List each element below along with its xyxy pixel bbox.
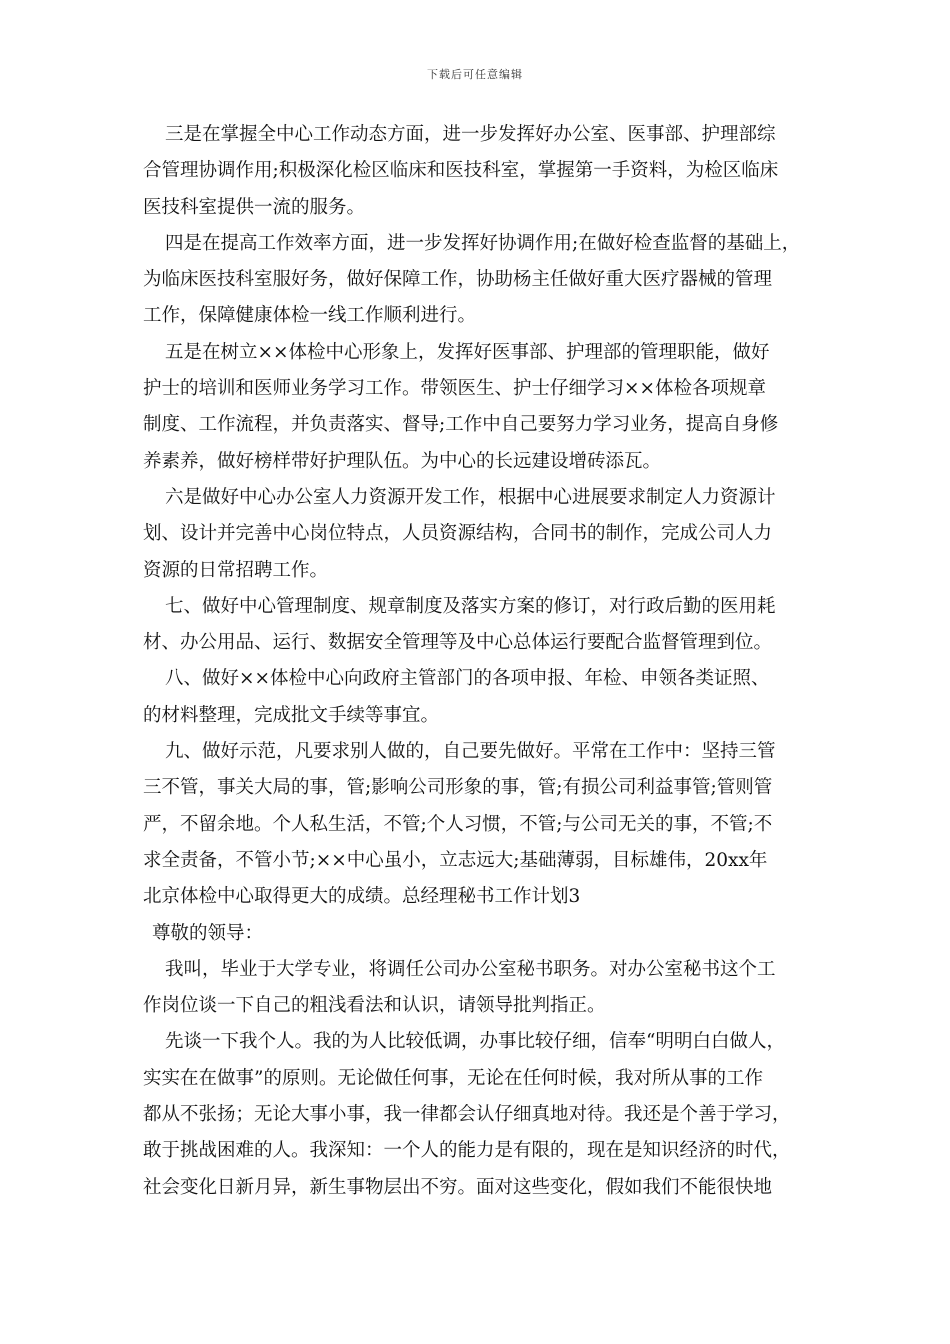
text-line: 养素养，做好榜样带好护理队伍。为中心的长远建设增砖添瓦。 bbox=[143, 450, 662, 472]
text-line: 社会变化日新月异，新生事物层出不穷。面对这些变化，假如我们不能很快地 bbox=[143, 1176, 773, 1198]
text-line: 三不管，事关大局的事，管;影响公司形象的事，管;有损公司利益事管;管则管 bbox=[143, 777, 773, 799]
text-line: 四是在提高工作效率方面，进一步发挥好协调作用;在做好检查监督的基础上， bbox=[165, 232, 801, 254]
salutation-line: 尊敬的领导： bbox=[152, 922, 264, 944]
text-line: 为临床医技科室服好务，做好保障工作，协助杨主任做好重大医疗器械的管理 bbox=[143, 269, 773, 291]
text-line: 先谈一下我个人。我的为人比较低调，办事比较仔细，信奉“明明白白做人， bbox=[165, 1031, 785, 1053]
text-line: 五是在树立××体检中心形象上，发挥好医事部、护理部的管理职能，做好 bbox=[165, 341, 770, 363]
text-line: 合管理协调作用;积极深化检区临床和医技科室，掌握第一手资料，为检区临床 bbox=[143, 160, 779, 182]
text-line: 八、做好××体检中心向政府主管部门的各项申报、年检、申领各类证照、 bbox=[165, 668, 770, 690]
text-line: 三是在掌握全中心工作动态方面，进一步发挥好办公室、医事部、护理部综 bbox=[165, 124, 776, 145]
text-line: 资源的日常招聘工作。 bbox=[143, 559, 329, 581]
text-line: 都从不张扬；无论大事小事，我一律都会认仔细真地对待。我还是个善于学习， bbox=[143, 1104, 791, 1126]
text-line: 严，不留余地。个人私生活，不管;个人习惯，不管;与公司无关的事，不管;不 bbox=[143, 813, 773, 835]
text-line: 实实在在做事”的原则。无论做任何事，无论在任何时候，我对所从事的工作 bbox=[143, 1067, 763, 1089]
text-line: 作岗位谈一下自己的粗浅看法和认识，请领导批判指正。 bbox=[143, 995, 606, 1017]
text-line: 护士的培训和医师业务学习工作。带领医生、护士仔细学习××体检各项规章 bbox=[143, 378, 767, 400]
text-line: 的材料整理，完成批文手续等事宜。 bbox=[143, 704, 440, 726]
text-line: 我叫，毕业于大学专业，将调任公司办公室秘书职务。对办公室秘书这个工 bbox=[165, 958, 776, 980]
text-line: 制度、工作流程，并负责落实、督导;工作中自己要努力学习业务，提高自身修 bbox=[143, 414, 779, 436]
text-line: 北京体检中心取得更大的成绩。总经理秘书工作计划3 bbox=[143, 886, 581, 908]
page-header: 下载后可任意编辑 bbox=[427, 68, 523, 81]
text-line: 划、设计并完善中心岗位特点，人员资源结构，合同书的制作，完成公司人力 bbox=[143, 523, 773, 545]
text-line: 医技科室提供一流的服务。 bbox=[143, 196, 366, 218]
text-line: 求全责备，不管小节;××中心虽小，立志远大;基础薄弱，目标雄伟，20xx年 bbox=[143, 849, 768, 871]
document-body bbox=[143, 117, 809, 1206]
text-line: 六是做好中心办公室人力资源开发工作，根据中心进展要求制定人力资源计 bbox=[165, 486, 776, 508]
text-line: 七、做好中心管理制度、规章制度及落实方案的修订，对行政后勤的医用耗 bbox=[165, 595, 776, 617]
text-line: 材、办公用品、运行、数据安全管理等及中心总体运行要配合监督管理到位。 bbox=[143, 632, 773, 654]
text-line: 工作，保障健康体检一线工作顺利进行。 bbox=[143, 305, 477, 327]
text-line: 敢于挑战困难的人。我深知：一个人的能力是有限的，现在是知识经济的时代， bbox=[143, 1140, 791, 1162]
text-line: 九、做好示范，凡要求别人做的，自己要先做好。平常在工作中：坚持三管 bbox=[165, 741, 776, 763]
